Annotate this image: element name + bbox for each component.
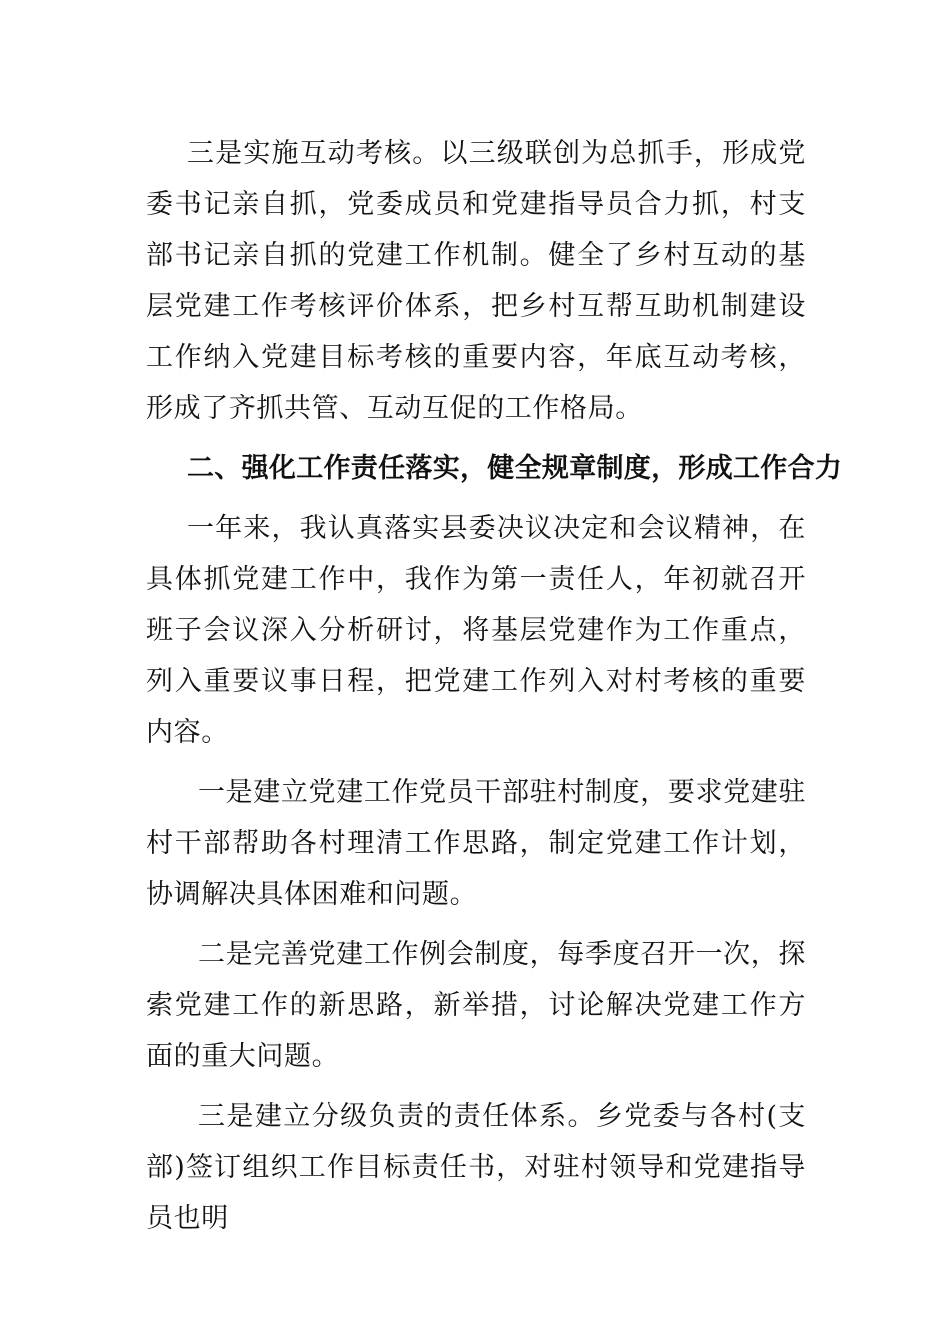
- paragraph-point-one: 一是建立党建工作党员干部驻村制度，要求党建驻村干部帮助各村理清工作思路，制定党建工作计划，协调解决具体困难和问题。: [146, 777, 806, 910]
- paragraph-point-two: 二是完善党建工作例会制度，每季度召开一次，探索党建工作的新思路，新举措，讨论解决党建工作方面的重大问题。: [146, 939, 806, 1072]
- paragraph-spacer: [146, 920, 806, 929]
- paragraph-spacer: [146, 758, 806, 767]
- paragraph-spacer: [146, 494, 806, 503]
- paragraph-year-review: 一年来，我认真落实县委决议决定和会议精神，在具体抓党建工作中，我作为第一责任人，年初就召开班子会议深入分析研讨，将基层党建作为工作重点，列入重要议事日程，把党建工作列入对村考核的重要内容。: [146, 513, 806, 748]
- section-heading-two: 二、强化工作责任落实，健全规章制度，形成工作合力: [187, 453, 843, 484]
- document-body: [146, 128, 843, 1244]
- paragraph-spacer: [146, 434, 806, 443]
- paragraph-interactive-assessment: 三是实施互动考核。以三级联创为总抓手，形成党委书记亲自抓，党委成员和党建指导员合力抓，村支部书记亲自抓的党建工作机制。健全了乡村互动的基层党建工作考核评价体系，把乡村互帮互助机制建设工作纳入党建目标考核的重要内容，年底互动考核，形成了齐抓共管、互动互促的工作格局。: [146, 138, 806, 424]
- paragraph-spacer: [146, 1082, 806, 1091]
- paragraph-point-three: 三是建立分级负责的责任体系。乡党委与各村(支部)签订组织工作目标责任书，对驻村领导和党建指导员也明: [146, 1101, 806, 1234]
